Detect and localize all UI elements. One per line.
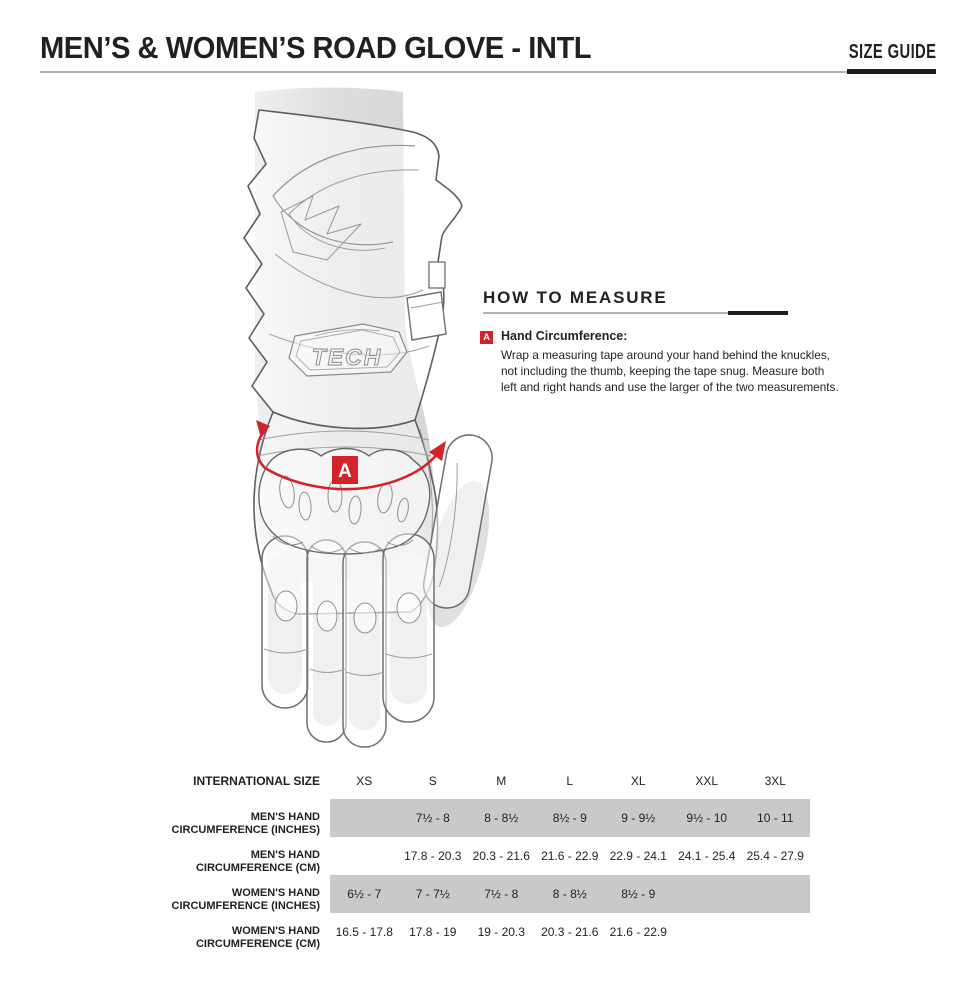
size-value: 21.6 - 22.9 bbox=[541, 849, 599, 863]
tech-logo-text: TECH bbox=[311, 344, 383, 370]
marker-a-label: A bbox=[338, 461, 352, 482]
header-rule bbox=[40, 71, 936, 73]
size-value: 19 - 20.3 bbox=[477, 925, 525, 939]
marker-a-badge: A bbox=[480, 331, 493, 344]
size-value: 17.8 - 20.3 bbox=[404, 849, 462, 863]
hand-circumference-instructions bbox=[501, 347, 839, 396]
size-value: 9½ - 10 bbox=[673, 799, 742, 837]
instruction-line: Wrap a measuring tape around your hand behind the knuckles, bbox=[501, 348, 830, 362]
size-col-header-s: S bbox=[428, 774, 437, 788]
how-to-measure-heading: HOW TO MEASURE bbox=[483, 288, 668, 307]
row-label-mens-inches: MEN'S HAND CIRCUMFERENCE (INCHES) bbox=[171, 811, 320, 836]
instruction-line: not including the thumb, keeping the tape snug. Measure both bbox=[501, 364, 825, 379]
size-value: 10 - 11 bbox=[741, 799, 810, 837]
size-col-header-xs: XS bbox=[356, 774, 373, 788]
size-table bbox=[40, 763, 810, 951]
size-value: 24.1 - 25.4 bbox=[678, 849, 736, 863]
table-corner-label: INTERNATIONAL SIZE bbox=[193, 774, 320, 788]
size-value: 7½ - 8 bbox=[467, 875, 536, 913]
instruction-line: left and right hands and use the larger of the two measurements. bbox=[501, 380, 839, 395]
size-col-header-xxl: XXL bbox=[695, 774, 719, 788]
size-value bbox=[673, 913, 742, 951]
header-rule-accent bbox=[847, 69, 936, 74]
page-title: MEN’S & WOMEN’S ROAD GLOVE - INTL bbox=[40, 30, 592, 65]
size-value: 8 - 8½ bbox=[536, 875, 605, 913]
size-value: 20.3 - 21.6 bbox=[541, 925, 599, 939]
size-value: 9 - 9½ bbox=[604, 799, 673, 837]
size-value: 7½ - 8 bbox=[399, 799, 468, 837]
size-col-header-m: M bbox=[496, 774, 507, 788]
size-col-header-l: L bbox=[566, 774, 574, 788]
size-col-header-xl: XL bbox=[630, 774, 646, 788]
size-value: 22.9 - 24.1 bbox=[609, 849, 667, 863]
size-value: 6½ - 7 bbox=[330, 875, 399, 913]
size-value bbox=[741, 875, 810, 913]
size-value bbox=[330, 837, 399, 875]
size-value: 16.5 - 17.8 bbox=[335, 925, 393, 939]
marker-a-box bbox=[332, 456, 358, 484]
size-value: 21.6 - 22.9 bbox=[609, 925, 667, 939]
row-label-womens-inches: WOMEN'S HAND CIRCUMFERENCE (INCHES) bbox=[171, 887, 320, 912]
size-value: 8½ - 9 bbox=[536, 799, 605, 837]
glove-illustration bbox=[215, 84, 505, 754]
how-to-measure-rule-accent bbox=[728, 311, 788, 315]
size-value: 7 - 7½ bbox=[399, 875, 468, 913]
size-col-header-3xl: 3XL bbox=[764, 774, 786, 788]
size-value: 8½ - 9 bbox=[604, 875, 673, 913]
how-to-measure-rule bbox=[483, 312, 728, 314]
hand-circumference-title: Hand Circumference: bbox=[501, 329, 628, 343]
size-value bbox=[673, 875, 742, 913]
size-value bbox=[330, 799, 399, 837]
row-label-mens-cm: MEN'S HAND CIRCUMFERENCE (CM) bbox=[195, 849, 320, 874]
glove-fingers bbox=[262, 534, 434, 747]
size-value: 25.4 - 27.9 bbox=[746, 849, 804, 863]
size-value bbox=[741, 913, 810, 951]
size-value: 20.3 - 21.6 bbox=[472, 849, 530, 863]
size-value: 8 - 8½ bbox=[467, 799, 536, 837]
row-label-womens-cm: WOMEN'S HAND CIRCUMFERENCE (CM) bbox=[195, 925, 320, 950]
size-guide-label: SIZE GUIDE bbox=[848, 41, 936, 63]
size-value: 17.8 - 19 bbox=[409, 925, 457, 939]
